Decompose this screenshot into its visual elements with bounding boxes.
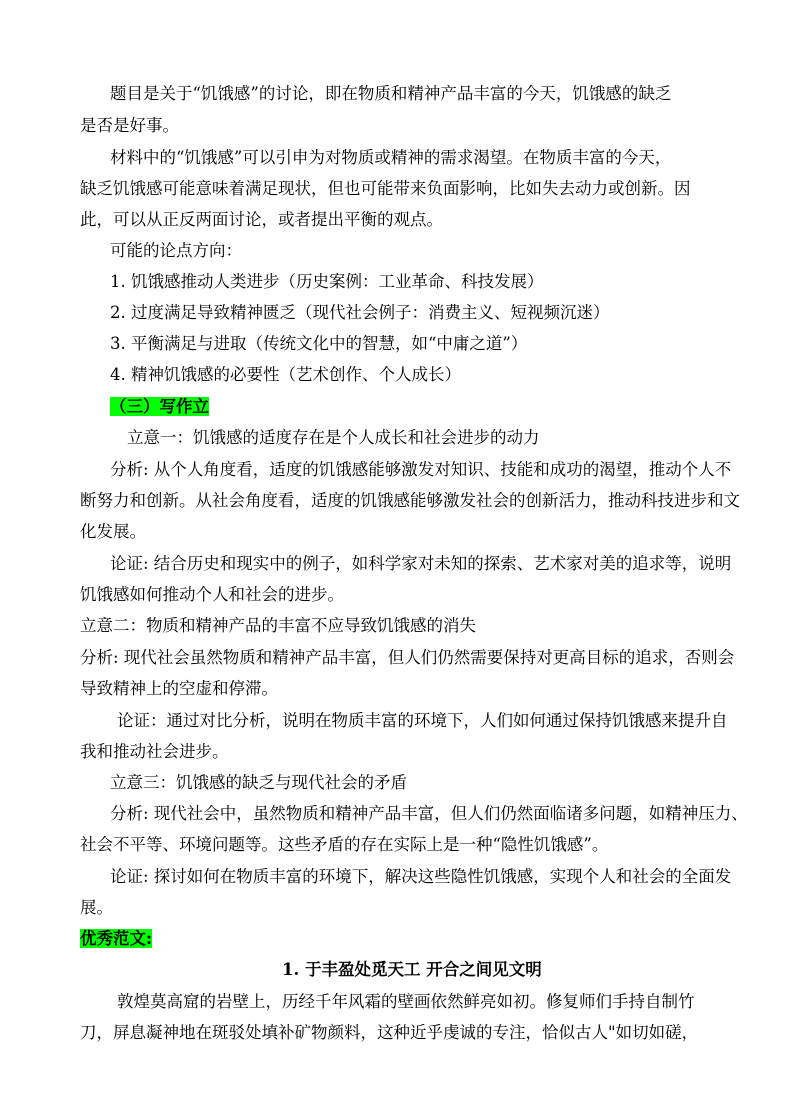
idea-3-analysis-line-2: 社会不平等、环境问题等。这些矛盾的存在实际上是一种“隐性饥饿感”。: [80, 835, 609, 854]
paragraph-intro-line-1: 题目是关于“饥饿感”的讨论，即在物质和精神产品丰富的今天，饥饿感的缺乏: [110, 84, 672, 103]
section-heading-highlight: （三）写作立: [110, 397, 209, 416]
directions-label: 可能的论点方向：: [110, 241, 242, 260]
model-essay-heading: [80, 928, 152, 950]
essay-line-1: 敦煌莫高窟的岩壁上，历经千年风霜的壁画依然鲜亮如初。修复师们手持自制竹: [117, 992, 695, 1011]
idea-3-analysis-line-1: 分析: 现代社会中，虽然物质和精神产品丰富，但人们仍然面临诸多问题，如精神压力、: [110, 804, 748, 823]
idea-1-title: 立意一：饥饿感的适度存在是个人成长和社会进步的动力: [127, 428, 540, 447]
paragraph-material-line-1: 材料中的“饥饿感”可以引申为对物质或精神的需求渴望。在物质丰富的今天，: [110, 148, 672, 167]
idea-1-argument-line-2: 饥饿感如何推动个人和社会的进步。: [80, 585, 344, 604]
idea-2-title: 立意二：物质和精神产品的丰富不应导致饥饿感的消失: [80, 616, 476, 635]
idea-1-analysis-line-2: 断努力和创新。从社会角度看，适度的饥饿感能够激发社会的创新活力，推动科技进步和文: [80, 491, 740, 510]
direction-item-2: 2. 过度满足导致精神匮乏（现代社会例子：消费主义、短视频沉迷）: [110, 303, 610, 322]
essay-line-2: 刀，屏息凝神地在斑驳处填补矿物颜料，这种近乎虔诚的专注，恰似古人"如切如磋，: [80, 1023, 699, 1042]
paragraph-intro-line-2: 是否是好事。: [80, 116, 179, 135]
idea-2-analysis-line-2: 导致精神上的空虚和停滞。: [80, 679, 278, 698]
idea-1-argument-line-1: 论证: 结合历史和现实中的例子，如科学家对未知的探索、艺术家对美的追求等，说明: [110, 554, 732, 573]
paragraph-material-line-2: 缺乏饥饿感可能意味着满足现状，但也可能带来负面影响，比如失去动力或创新。因: [80, 179, 691, 198]
paragraph-material-line-3: 此，可以从正反两面讨论，或者提出平衡的观点。: [80, 210, 443, 229]
idea-3-title: 立意三：饥饿感的缺乏与现代社会的矛盾: [110, 773, 407, 792]
idea-3-argument-line-2: 展。: [80, 898, 113, 917]
idea-1-analysis-line-3: 化发展。: [80, 522, 146, 541]
idea-1-analysis-line-1: 分析: 从个人角度看，适度的饥饿感能够激发对知识、技能和成功的渴望，推动个人不: [110, 460, 732, 479]
essay-title: 1. 于丰盈处觅天工 开合之间见文明: [282, 960, 542, 979]
direction-item-1: 1. 饥饿感推动人类进步（历史案例：工业革命、科技发展）: [110, 272, 544, 291]
idea-3-argument-line-1: 论证: 探讨如何在物质丰富的环境下，解决这些隐性饥饿感，实现个人和社会的全面发: [110, 867, 732, 886]
idea-2-analysis-line-1: 分析: 现代社会虽然物质和精神产品丰富，但人们仍然需要保持对更高目标的追求，否则会: [80, 648, 735, 667]
section-heading: [110, 396, 209, 418]
direction-item-3: 3. 平衡满足与进取（传统文化中的智慧，如“中庸之道”）: [110, 334, 528, 353]
idea-2-argument-line-2: 我和推动社会进步。: [80, 742, 229, 761]
idea-2-argument-line-1: 论证：通过对比分析，说明在物质丰富的环境下，人们如何通过保持饥饿感来提升自: [117, 711, 728, 730]
direction-item-4: 4. 精神饥饿感的必要性（艺术创作、个人成长）: [110, 365, 461, 384]
model-essay-heading-highlight: 优秀范文:: [80, 929, 153, 948]
